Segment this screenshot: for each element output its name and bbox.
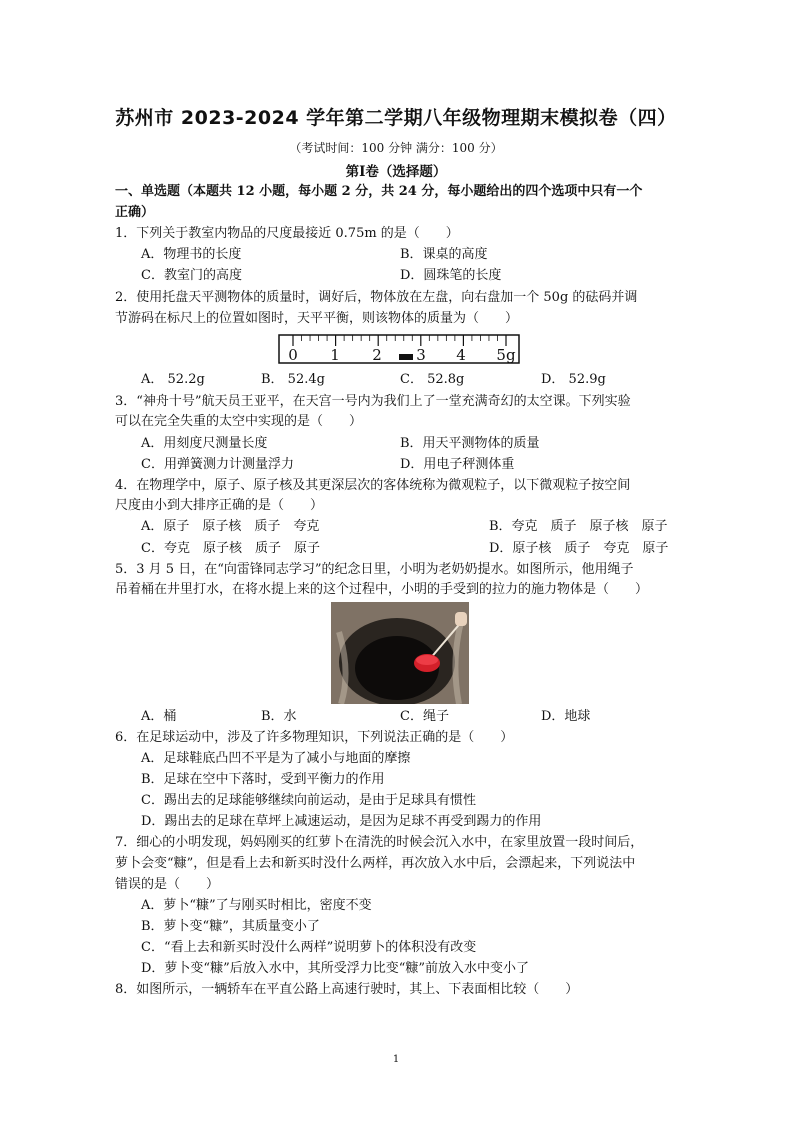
q4-option-c: C．夸克 原子核 质子 原子 <box>141 541 320 556</box>
q3-option-c: C．用弹簧测力计测量浮力 <box>141 457 294 472</box>
q6-stem: 6．在足球运动中，涉及了许多物理知识，下列说法正确的是（ ） <box>115 730 514 745</box>
q3-option-a: A．用刻度尺测量长度 <box>141 436 268 451</box>
q6-option-c: C．踢出去的足球能够继续向前运动，是由于足球具有惯性 <box>141 793 476 808</box>
exam-subtitle: （考试时间：100 分钟 满分：100 分） <box>289 141 503 155</box>
q7-stem-line-1: 7．细心的小明发现，妈妈刚买的红萝卜在清洗的时候会沉入水中，在家里放置一段时间后， <box>115 835 644 850</box>
q2-option-d: D． 52.9g <box>541 372 606 387</box>
well-bucket-photo <box>331 602 469 704</box>
q5-option-b: B．水 <box>261 709 297 724</box>
q7-stem-line-2: 萝卜会变“糠”，但是看上去和新买时没什么两样，再次放入水中后，会漂起来，下列说法中 <box>115 856 636 871</box>
q3-option-b: B．用天平测物体的质量 <box>400 436 540 451</box>
q7-option-a: A．萝卜“糠”了与刚买时相比，密度不变 <box>141 898 372 913</box>
q7-stem-line-3: 错误的是（ ） <box>115 877 220 892</box>
instructions-line-1: 一、单选题（本题共 12 小题，每小题 2 分，共 24 分，每小题给出的四个选项中只有一个 <box>115 184 643 199</box>
q4-option-d: D．原子核 质子 夸克 原子 <box>489 541 669 556</box>
q1-option-c: C．教室门的高度 <box>141 268 242 283</box>
q4-stem-line-2: 尺度由小到大排序正确的是（ ） <box>115 498 324 513</box>
ruler-label-5g: 5g <box>496 346 516 364</box>
q2-stem-line-2: 节游码在标尺上的位置如图时，天平平衡，则该物体的质量为（ ） <box>115 311 519 326</box>
q6-option-b: B．足球在空中下落时，受到平衡力的作用 <box>141 772 385 787</box>
exam-title: 苏州市 2023-2024 学年第二学期八年级物理期末模拟卷（四） <box>115 107 677 129</box>
balance-rider-scale <box>278 334 520 364</box>
ruler-label-0: 0 <box>288 346 298 364</box>
q3-option-d: D．用电子秤测体重 <box>400 457 515 472</box>
q1-option-a: A．物理书的长度 <box>141 247 242 262</box>
q5-option-c: C．绳子 <box>400 709 449 724</box>
instructions-line-2: 正确） <box>115 205 155 220</box>
ruler-label-1: 1 <box>330 346 340 364</box>
q1-option-b: B．课桌的高度 <box>400 247 488 262</box>
q7-option-c: C．“看上去和新买时没什么两样”说明萝卜的体积没有改变 <box>141 940 477 955</box>
q5-option-a: A．桶 <box>141 709 177 724</box>
q3-stem-line-1: 3．“神舟十号”航天员王亚平，在天宫一号内为我们上了一堂充满奇幻的太空课。下列实验 <box>115 394 631 409</box>
rider-weight <box>399 354 413 360</box>
q7-option-d: D．萝卜变“糠”后放入水中，其所受浮力比变“糠”前放入水中变小了 <box>141 961 530 976</box>
q1-option-d: D．圆珠笔的长度 <box>400 268 502 283</box>
q7-option-b: B．萝卜变“糠”，其质量变小了 <box>141 919 320 934</box>
q2-option-b: B． 52.4g <box>261 372 325 387</box>
q4-stem-line-1: 4．在物理学中，原子、原子核及其更深层次的客体统称为微观粒子，以下微观粒子按空间 <box>115 478 631 493</box>
q4-option-a: A．原子 原子核 质子 夸克 <box>141 519 320 534</box>
section-heading: 第Ⅰ卷（选择题） <box>345 164 447 180</box>
q6-option-a: A．足球鞋底凸凹不平是为了减小与地面的摩擦 <box>141 751 411 766</box>
ruler-label-2: 2 <box>372 346 382 364</box>
q1-stem: 1．下列关于教室内物品的尺度最接近 0.75m 的是（ ） <box>115 226 459 241</box>
q8-stem: 8．如图所示，一辆轿车在平直公路上高速行驶时，其上、下表面相比较（ ） <box>115 982 579 997</box>
q5-stem-line-2: 吊着桶在井里打水，在将水提上来的这个过程中，小明的手受到的拉力的施力物体是（ ） <box>115 582 649 597</box>
q2-option-a: A． 52.2g <box>141 372 205 387</box>
q6-option-d: D．踢出去的足球在草坪上减速运动，是因为足球不再受到踢力的作用 <box>141 814 542 829</box>
ruler-label-3: 3 <box>416 346 426 364</box>
ruler-label-4: 4 <box>456 346 466 364</box>
hand <box>455 612 467 626</box>
q4-option-b: B．夸克 质子 原子核 原子 <box>489 519 668 534</box>
q2-stem-line-1: 2．使用托盘天平测物体的质量时，调好后，物体放在左盘，向右盘加一个 50g 的砝码并调 <box>115 290 638 305</box>
q5-option-d: D．地球 <box>541 709 591 724</box>
q3-stem-line-2: 可以在完全失重的太空中实现的是（ ） <box>115 414 363 429</box>
q5-stem-line-1: 5．3 月 5 日，在“向雷锋同志学习”的纪念日里，小明为老奶奶提水。如图所示，他用绳子 <box>115 562 634 577</box>
page-number: 1 <box>392 1054 400 1065</box>
q2-option-c: C． 52.8g <box>400 372 465 387</box>
